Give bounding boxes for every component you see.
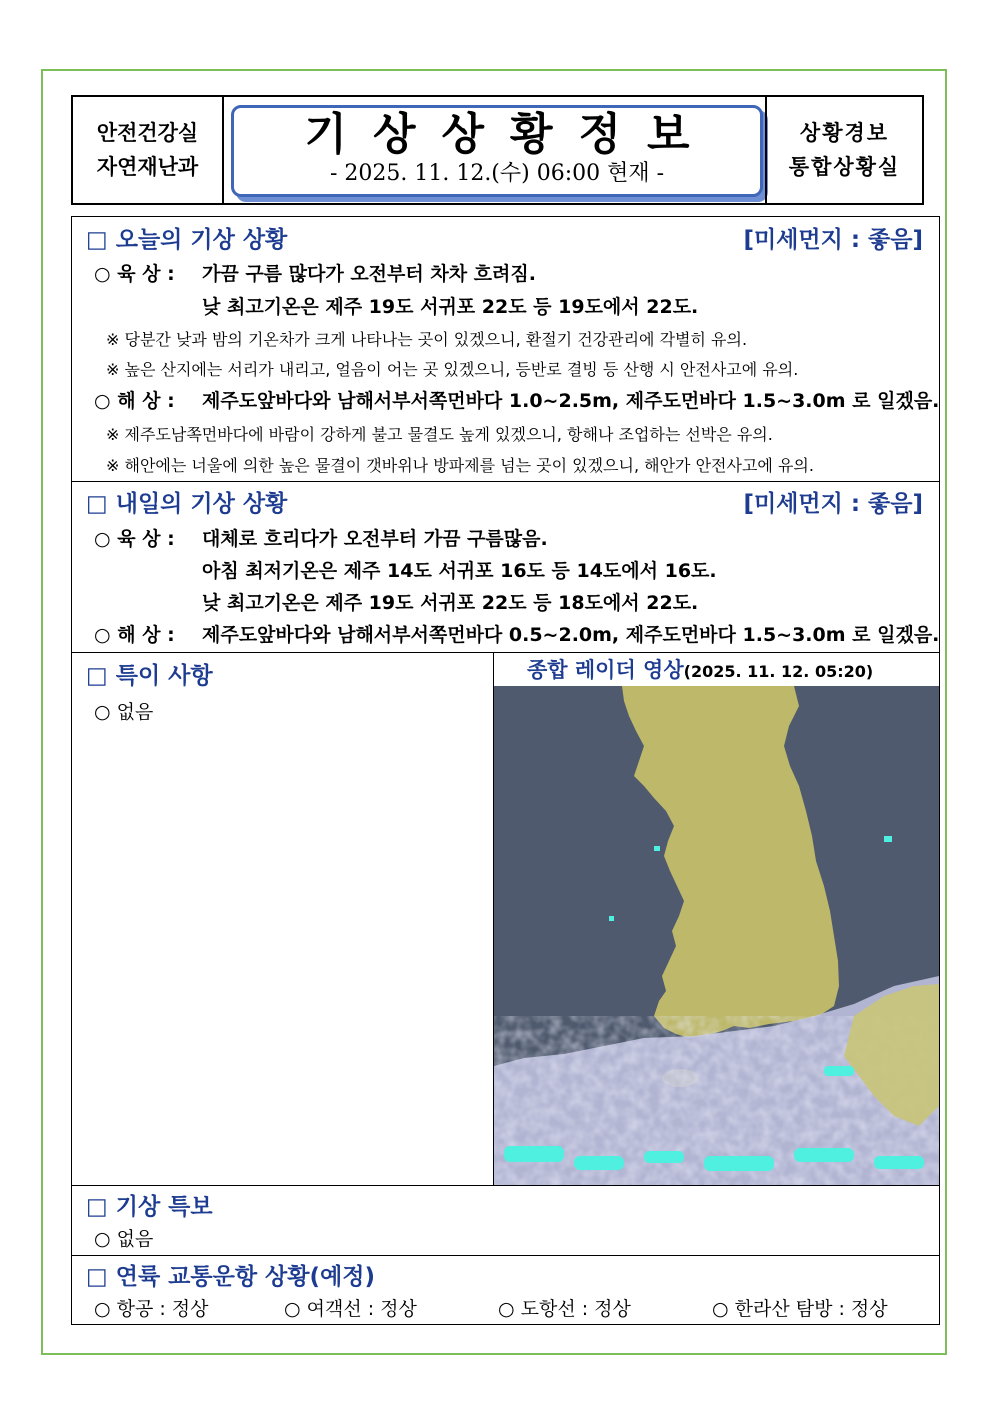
- traffic-hallasan: ○ 한라산 탐방 : 정상: [712, 1298, 888, 1320]
- tomorrow-land-line1: 대체로 흐리다가 오전부터 가끔 구름많음.: [202, 528, 548, 550]
- traffic-air: ○ 항공 : 정상: [94, 1298, 209, 1320]
- report-datetime: - 2025. 11. 12.(수) 06:00 현재 -: [329, 161, 665, 186]
- today-note2: ※ 높은 산지에는 서리가 내리고, 얼음이 어는 곳 있겠으니, 등반로 결빙 등 산행 시 안전사고에 유의.: [106, 360, 799, 379]
- warning-title: □ 기상 특보: [86, 1194, 213, 1220]
- today-sea-label: ○ 해 상 :: [94, 390, 175, 412]
- special-title: □ 특이 사항: [86, 663, 213, 689]
- warning-item: ○ 없음: [94, 1228, 154, 1250]
- tomorrow-sea-label: ○ 해 상 :: [94, 624, 175, 646]
- page-title: 기상상황정보: [304, 109, 716, 160]
- today-title: □ 오늘의 기상 상황: [86, 227, 288, 253]
- today-dust: [미세먼지 : 좋음]: [743, 227, 923, 253]
- today-sea-line: 제주도앞바다와 남해서부서쪽먼바다 1.0~2.5m, 제주도먼바다 1.5~3.0m 로 일겠음.: [202, 390, 940, 412]
- traffic-island-ferry: ○ 도항선 : 정상: [498, 1298, 631, 1320]
- radar-image: [494, 686, 939, 1185]
- radar-timestamp: (2025. 11. 12. 05:20): [683, 662, 874, 681]
- today-land-line1: 가끔 구름 많다가 오전부터 차차 흐려짐.: [202, 263, 536, 285]
- today-note1: ※ 당분간 낮과 밤의 기온차가 크게 나타나는 곳이 있겠으니, 환절기 건강관리에 각별히 유의.: [106, 330, 748, 349]
- today-note4: ※ 해안에는 너울에 의한 높은 물결이 갯바위나 방파제를 넘는 곳이 있겠으니, 해안가 안전사고에 유의.: [106, 456, 814, 475]
- office-line2: 통합상황실: [788, 155, 901, 179]
- tomorrow-land-label: ○ 육 상 :: [94, 528, 175, 550]
- special-item: ○ 없음: [94, 701, 154, 723]
- department-label: [73, 97, 224, 203]
- report-body: [71, 216, 940, 1325]
- tomorrow-sea-line: 제주도앞바다와 남해서부서쪽먼바다 0.5~2.0m, 제주도먼바다 1.5~3.0m 로 일겠음.: [202, 624, 940, 646]
- office-line1: 상황경보: [799, 121, 890, 145]
- traffic-section: [72, 1255, 939, 1324]
- today-section: [72, 217, 939, 481]
- traffic-title: □ 연륙 교통운항 상황(예정): [86, 1264, 375, 1290]
- today-land-label: ○ 육 상 :: [94, 263, 175, 285]
- today-land-line2: 낮 최고기온은 제주 19도 서귀포 22도 등 19도에서 22도.: [202, 296, 699, 318]
- traffic-ferry: ○ 여객선 : 정상: [284, 1298, 417, 1320]
- warning-section: [72, 1185, 939, 1255]
- department-line2: 자연재난과: [96, 155, 199, 179]
- radar-title: [527, 654, 873, 684]
- tomorrow-section: [72, 481, 939, 652]
- tomorrow-dust: [미세먼지 : 좋음]: [743, 491, 923, 517]
- title-box: [231, 105, 763, 197]
- tomorrow-land-line2: 아침 최저기온은 제주 14도 서귀포 16도 등 14도에서 16도.: [202, 560, 717, 582]
- tomorrow-land-line3: 낮 최고기온은 제주 19도 서귀포 22도 등 18도에서 22도.: [202, 592, 699, 614]
- radar-map: [494, 686, 939, 1185]
- radar-title-text: 종합 레이더 영상: [527, 658, 684, 682]
- department-line1: 안전건강실: [96, 121, 199, 145]
- today-note3: ※ 제주도남쪽먼바다에 바람이 강하게 불고 물결도 높게 있겠으니, 항해나 조업하는 선박은 유의.: [106, 425, 773, 444]
- header: [71, 95, 924, 205]
- office-label: [765, 97, 922, 203]
- tomorrow-title: □ 내일의 기상 상황: [86, 491, 288, 517]
